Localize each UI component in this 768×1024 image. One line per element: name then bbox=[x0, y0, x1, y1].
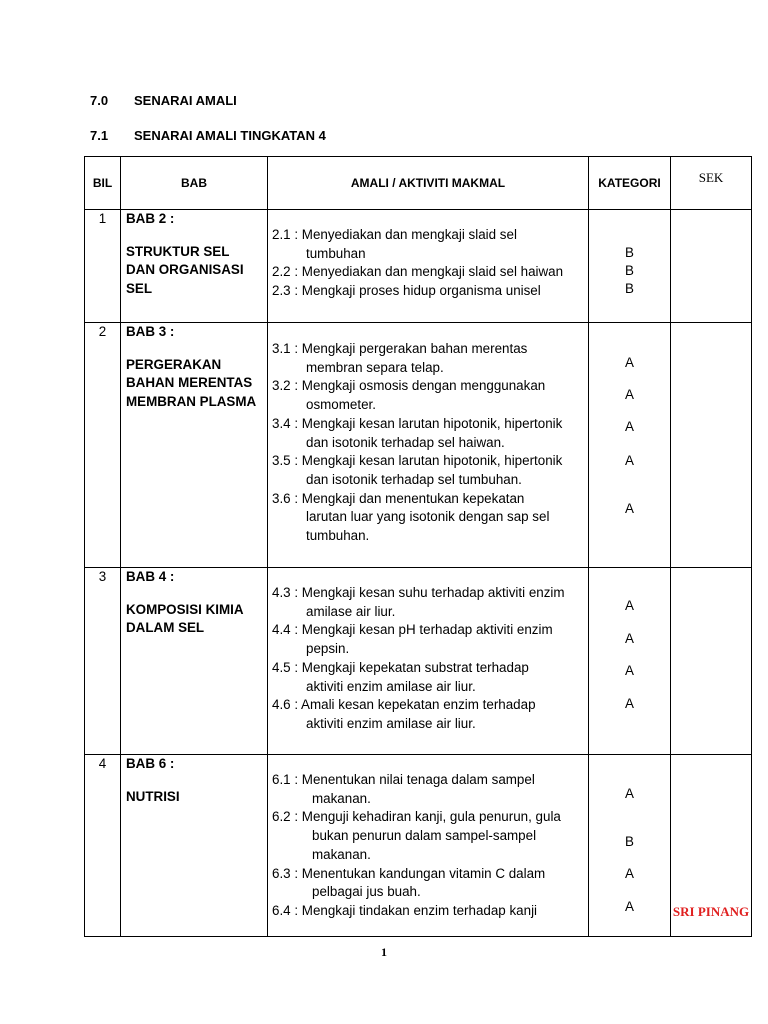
activity-item: 2.1 : Menyediakan dan mengkaji slaid sel tumbuhan bbox=[272, 227, 517, 261]
page-number: 1 bbox=[381, 945, 387, 959]
bab-name: STRUKTUR SEL DAN ORGANISASI SEL bbox=[126, 243, 244, 297]
row-activities bbox=[268, 755, 589, 937]
bab-name: KOMPOSISI KIMIA DALAM SEL bbox=[126, 601, 244, 636]
kategori-value: A bbox=[625, 696, 634, 711]
row-activities bbox=[268, 323, 589, 568]
activity-item: 4.4 : Mengkaji kesan pH terhadap aktiviti enzim pepsin. bbox=[272, 622, 553, 657]
activity-item: 3.6 : Mengkaji dan menentukan kepekatan larutan luar yang isotonik dengan sap sel tumbuhan. bbox=[272, 490, 550, 544]
kategori-value: A bbox=[625, 598, 634, 613]
row-bil: 3 bbox=[85, 568, 121, 755]
row-bab bbox=[121, 323, 268, 568]
activity-item: 2.2 : Menyediakan dan mengkaji slaid sel haiwan bbox=[272, 264, 564, 280]
activity-item: 4.5 : Mengkaji kepekatan substrat terhadap aktiviti enzim amilase air liur. bbox=[272, 659, 529, 694]
section-number: 7.0 bbox=[90, 93, 109, 108]
table-row bbox=[85, 755, 752, 937]
practical-list-table bbox=[84, 156, 752, 937]
kategori-value: A bbox=[625, 631, 634, 646]
row-kategori bbox=[589, 755, 671, 937]
bab-title: BAB 2 : bbox=[126, 211, 175, 226]
activity-item: 3.1 : Mengkaji pergerakan bahan merentas membran separa telap. bbox=[272, 341, 528, 375]
header-bil: BIL bbox=[85, 157, 121, 210]
table-row bbox=[85, 323, 752, 568]
section-title: SENARAI AMALI bbox=[134, 93, 237, 108]
activity-item: 3.5 : Mengkaji kesan larutan hipotonik, hipertonik dan isotonik terhadap sel tumbuhan. bbox=[272, 453, 563, 487]
section-title: SENARAI AMALI TINGKATAN 4 bbox=[134, 128, 326, 143]
row-bab bbox=[121, 210, 268, 323]
header-kategori: KATEGORI bbox=[589, 157, 671, 210]
section-number: 7.1 bbox=[90, 128, 109, 143]
kategori-value: B bbox=[625, 263, 634, 278]
kategori-value: A bbox=[625, 899, 634, 914]
kategori-value: B bbox=[625, 834, 634, 849]
row-kategori bbox=[589, 568, 671, 755]
table-row bbox=[85, 568, 752, 755]
kategori-value: A bbox=[625, 355, 634, 370]
table-header-row bbox=[85, 157, 752, 210]
row-sek bbox=[671, 210, 752, 323]
row-sek bbox=[671, 755, 752, 937]
bab-name: PERGERAKAN BAHAN MERENTAS MEMBRAN PLASMA bbox=[126, 356, 257, 410]
header-sek: SEK bbox=[671, 157, 752, 210]
row-bil: 4 bbox=[85, 755, 121, 937]
kategori-value: A bbox=[625, 419, 634, 434]
bab-title: BAB 4 : bbox=[126, 569, 175, 584]
kategori-value: B bbox=[625, 281, 634, 296]
kategori-value: B bbox=[625, 245, 634, 260]
activity-item: 4.3 : Mengkaji kesan suhu terhadap aktiviti enzim amilase air liur. bbox=[272, 585, 565, 619]
bab-name: NUTRISI bbox=[126, 788, 180, 804]
row-bab bbox=[121, 568, 268, 755]
activity-item: 4.6 : Amali kesan kepekatan enzim terhadap aktiviti enzim amilase air liur. bbox=[272, 697, 536, 731]
table-row bbox=[85, 210, 752, 323]
bab-title: BAB 6 : bbox=[126, 756, 175, 771]
header-bab: BAB bbox=[121, 157, 268, 210]
row-kategori bbox=[589, 210, 671, 323]
activity-item: 6.2 : Menguji kehadiran kanji, gula penurun, gula bukan penurun dalam sampel-sampel makanan. bbox=[272, 809, 561, 862]
row-sek bbox=[671, 568, 752, 755]
kategori-value: A bbox=[625, 501, 634, 516]
row-bab bbox=[121, 755, 268, 937]
kategori-value: A bbox=[625, 453, 634, 468]
activity-item: 6.3 : Menentukan kandungan vitamin C dalam pelbagai jus buah. bbox=[272, 865, 546, 900]
row-bil: 2 bbox=[85, 323, 121, 568]
kategori-value: A bbox=[625, 387, 634, 402]
kategori-value: A bbox=[625, 866, 634, 881]
activity-item: 6.4 : Mengkaji tindakan enzim terhadap kanji bbox=[272, 902, 538, 918]
activity-item: 3.4 : Mengkaji kesan larutan hipotonik, hipertonik dan isotonik terhadap sel haiwan. bbox=[272, 415, 563, 450]
kategori-value: A bbox=[625, 786, 634, 801]
row-activities bbox=[268, 568, 589, 755]
activity-item: 6.1 : Menentukan nilai tenaga dalam sampel makanan. bbox=[272, 772, 535, 806]
activity-item: 3.2 : Mengkaji osmosis dengan menggunakan osmometer. bbox=[272, 378, 546, 413]
activity-item: 2.3 : Mengkaji proses hidup organisma unisel bbox=[272, 283, 541, 299]
school-name: SRI PINANG bbox=[672, 904, 750, 920]
row-sek bbox=[671, 323, 752, 568]
bab-title: BAB 3 : bbox=[126, 324, 175, 339]
row-kategori bbox=[589, 323, 671, 568]
kategori-value: A bbox=[625, 663, 634, 678]
row-activities bbox=[268, 210, 589, 323]
row-bil: 1 bbox=[85, 210, 121, 323]
header-amali: AMALI / AKTIVITI MAKMAL bbox=[268, 157, 589, 210]
